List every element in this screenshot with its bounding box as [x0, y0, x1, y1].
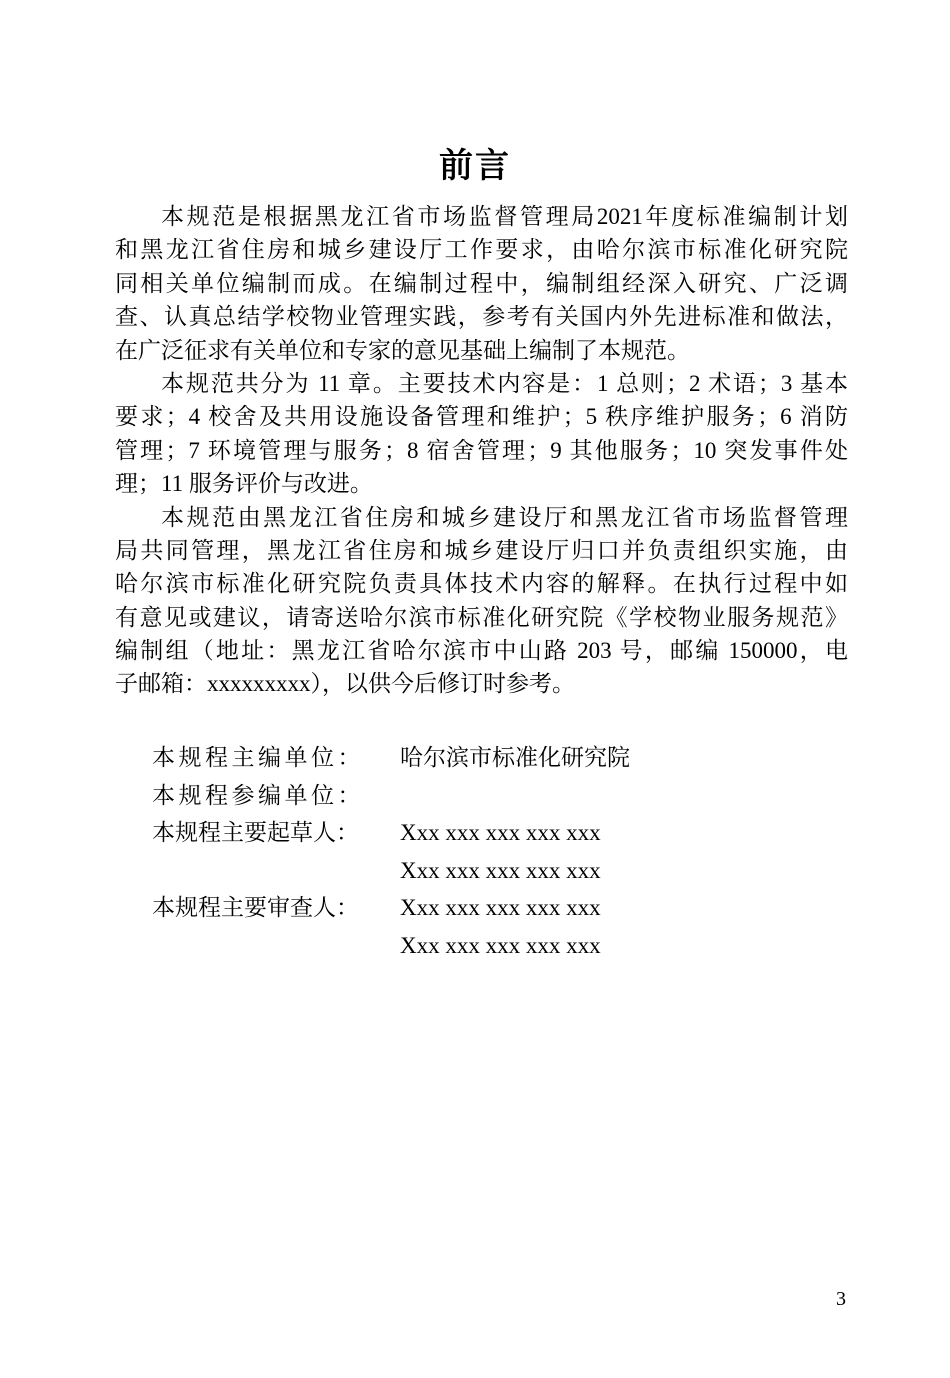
credit-label: 本规程主要审查人： — [152, 895, 359, 921]
text-line: 编制组（地址：黑龙江省哈尔滨市中山路 203 号，邮编 150000，电 — [115, 638, 848, 664]
text-line: 查、认真总结学校物业管理实践，参考有关国内外先进标准和做法， — [115, 304, 848, 330]
paragraph-3 — [115, 501, 848, 701]
text-line: 理；11 服务评价与改进。 — [115, 471, 373, 497]
credit-row — [152, 889, 752, 927]
credit-value: Xxx xxx xxx xxx xxx — [400, 895, 601, 921]
paragraph-1 — [115, 200, 848, 367]
text-line: 子邮箱：xxxxxxxxx），以供今后修订时参考。 — [115, 671, 575, 697]
credit-value: Xxx xxx xxx xxx xxx — [400, 857, 601, 883]
text-line: 同相关单位编制而成。在编制过程中，编制组经深入研究、广泛调 — [115, 270, 848, 296]
text-line: 和黑龙江省住房和城乡建设厅工作要求，由哈尔滨市标准化研究院 — [115, 237, 848, 263]
text-line: 本规范是根据黑龙江省市场监督管理局2021年度标准编制计划 — [161, 204, 848, 229]
credits-list — [152, 739, 752, 965]
text-line: 要求；4 校舍及共用设施设备管理和维护；5 秩序维护服务；6 消防 — [115, 404, 848, 430]
credit-value: 哈尔滨市标准化研究院 — [400, 745, 630, 770]
page-number: 3 — [836, 1288, 846, 1310]
text-line: 哈尔滨市标准化研究院负责具体技术内容的解释。在执行过程中如 — [115, 571, 848, 597]
text-line: 本规范由黑龙江省住房和城乡建设厅和黑龙江省市场监督管理 — [161, 504, 848, 530]
credit-label: 本规程参编单位： — [152, 782, 364, 808]
text-line: 有意见或建议，请寄送哈尔滨市标准化研究院《学校物业服务规范》 — [115, 604, 848, 630]
credit-row — [152, 777, 752, 815]
text-line: 本规范共分为 11 章。主要技术内容是：1 总则；2 术语；3 基本 — [161, 370, 848, 396]
text-line: 在广泛征求有关单位和专家的意见基础上编制了本规范。 — [115, 337, 690, 363]
page-title: 前言 — [439, 148, 511, 185]
credit-label: 本规程主编单位： — [152, 745, 364, 770]
text-line: 管理；7 环境管理与服务；8 宿舍管理；9 其他服务；10 突发事件处 — [115, 437, 848, 463]
credit-label: 本规程主要起草人： — [152, 820, 359, 846]
credit-row — [152, 852, 752, 890]
paragraph-2 — [115, 367, 848, 501]
credit-value: Xxx xxx xxx xxx xxx — [400, 820, 601, 846]
text-line: 局共同管理，黑龙江省住房和城乡建设厅归口并负责组织实施，由 — [115, 537, 848, 563]
credit-row — [152, 927, 752, 965]
credit-row — [152, 814, 752, 852]
credit-row — [152, 739, 752, 777]
preface-body — [115, 200, 848, 701]
credit-value: Xxx xxx xxx xxx xxx — [400, 932, 601, 958]
